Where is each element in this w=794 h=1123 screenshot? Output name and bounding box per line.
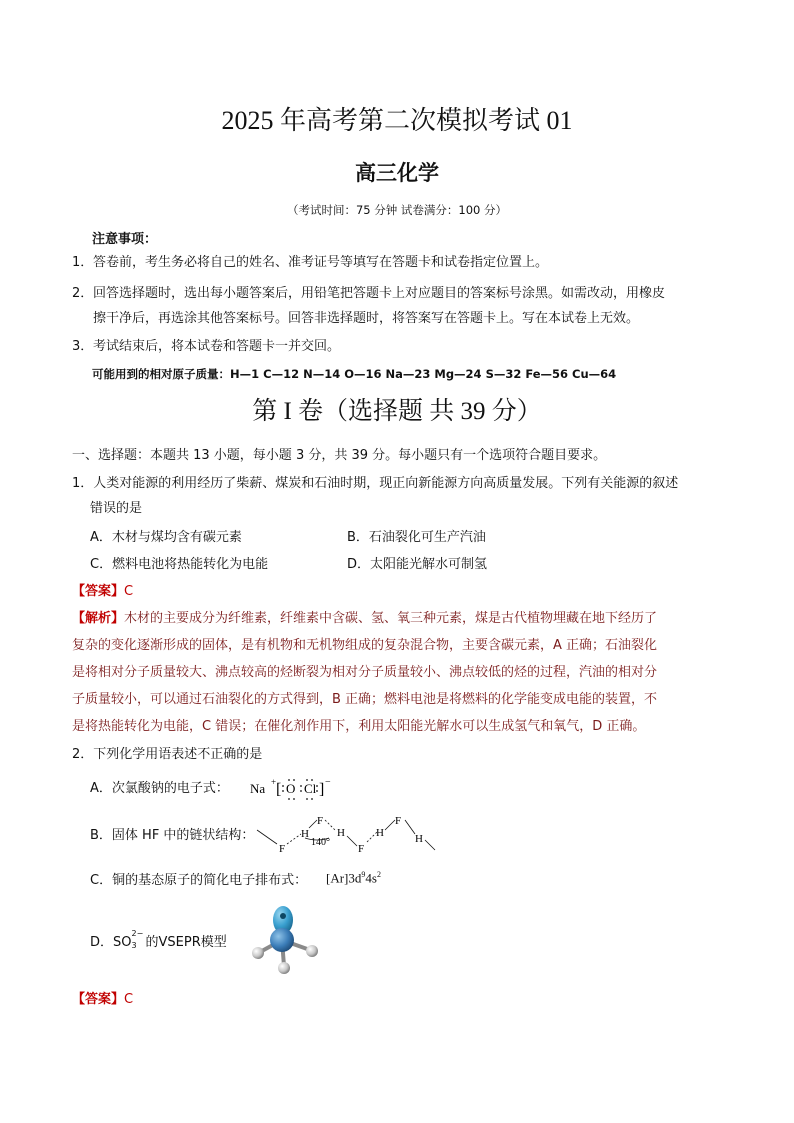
q1-explanation-line-3: 是将相对分子质量较大、沸点较高的烃断裂为相对分子质量较小、沸点较低的烃的过程，汽油的相对分: [72, 665, 658, 680]
formula-a-bracket-open: [: [276, 781, 282, 798]
sulfite-subscript: 3: [131, 941, 137, 950]
q2-option-c: C．铜的基态原子的简化电子排布式：: [90, 873, 308, 888]
hf-f-3: F: [358, 843, 365, 855]
formula-a-cl: Cl: [304, 781, 317, 796]
copper-electron-configuration: [326, 870, 381, 886]
formula-a-plus: +: [271, 777, 277, 787]
q2-answer: [72, 992, 133, 1008]
q1-explanation-line-4: 子质量较小，可以通过石油裂化的方式得到，B 正确；燃料电池是将燃料的化学能变成电能的装置，不: [72, 692, 658, 707]
hf-angle-label: 140°: [311, 837, 330, 848]
sodium-hypochlorite-electron-formula: [248, 774, 338, 804]
note-2-text-cont: 擦干净后，再选涂其他答案标号。回答非选择题时，将答案写在答题卡上。写在本试卷上无效。: [93, 311, 640, 326]
q1-explanation-line-5: 是将热能转化为电能，C 错误；在催化剂作用下，利用太阳能光解水可以生成氢气和氧气，D 正确。: [72, 719, 646, 734]
config-s: 4s: [365, 870, 377, 886]
sulfite-charge: [131, 929, 146, 950]
q1-stem-cont: 错误的是: [90, 501, 143, 516]
sulfite-vsepr-model-image: [240, 900, 330, 980]
hf-h-1: H: [301, 828, 309, 840]
q2-option-a: A．次氯酸钠的电子式：: [90, 781, 229, 796]
note-3-text: 考试结束后，将本试卷和答题卡一并交回。: [93, 339, 341, 354]
hf-chain-structure: [255, 812, 445, 856]
sulfite-charge-sup: 2−: [131, 929, 144, 938]
config-d-exp: 9: [361, 870, 366, 879]
q1-stem: 1．人类对能源的利用经历了柴薪、煤炭和石油时期，现正向新能源方向高质量发展。下列有关能源的叙述: [72, 476, 679, 491]
notes-heading: 注意事项：: [92, 232, 158, 247]
formula-a-minus: −: [325, 777, 331, 788]
hf-f-1: F: [279, 843, 286, 855]
hf-h-3: H: [376, 827, 384, 839]
q2-option-d-prefix: D．SO: [90, 935, 132, 950]
formula-a-o: O: [286, 781, 296, 796]
q2-option-d-suffix: 的VSEPR模型: [145, 935, 227, 950]
q1-explanation-line-2: 复杂的变化逐渐形成的固体，是有机物和无机物组成的复杂混合物，主要含碳元素，A 正确；石油裂化: [72, 638, 658, 653]
formula-a-bracket-close: ]: [319, 781, 325, 798]
section-title: 第 I 卷（选择题 共 39 分）: [252, 398, 542, 425]
formula-a-na: Na: [250, 781, 266, 796]
hf-f-4: F: [395, 815, 402, 827]
q2-option-d: [90, 929, 227, 951]
q2-stem: 2．下列化学用语表述不正确的是: [72, 747, 263, 762]
q1-explanation-label: 【解析】: [72, 611, 125, 626]
note-1-text: 答卷前，考生务必将自己的姓名、准考证号等填写在答题卡和试卷指定位置上。: [93, 255, 549, 270]
q2-answer-label: 【答案】: [72, 992, 125, 1007]
subject-title: 高三化学: [355, 161, 439, 185]
q2-option-b: B．固体 HF 中的链状结构：: [90, 828, 255, 843]
q1-option-b: B．石油裂化可生产汽油: [347, 530, 486, 545]
vsepr-lobe-dot: [280, 913, 286, 919]
note-2-text: 回答选择题时，选出每小题答案后，用铅笔把答题卡上对应题目的答案标号涂黑。如需改动，用橡皮: [93, 286, 666, 301]
exam-title: 2025 年高考第二次模拟考试 01: [221, 106, 573, 135]
section-instruction: 一、选择题：本题共 13 小题，每小题 3 分，共 39 分。每小题只有一个选项符合题目要求。: [72, 448, 607, 463]
q1-answer-value: C: [124, 584, 134, 599]
note-1-num: 1．: [72, 255, 94, 270]
config-core: [Ar]: [326, 870, 349, 886]
q1-option-a: A．木材与煤均含有碳元素: [90, 530, 242, 545]
config-s-exp: 2: [376, 870, 381, 879]
q1-option-c: C．燃料电池将热能转化为电能: [90, 557, 269, 572]
q1-answer: [72, 584, 133, 600]
vsepr-ligand-2: [278, 962, 290, 974]
q2-answer-value: C: [124, 992, 134, 1007]
vsepr-ligand-3: [306, 945, 318, 957]
q1-explanation-line-1: 木材的主要成分为纤维素，纤维素中含碳、氢、氧三种元素，煤是古代植物埋藏在地下经历了: [124, 611, 658, 626]
hf-f-2: F: [317, 815, 324, 827]
vsepr-ligand-1: [252, 947, 264, 959]
hf-h-4: H: [415, 833, 423, 845]
q1-answer-label: 【答案】: [72, 584, 125, 599]
note-3-num: 3．: [72, 339, 94, 354]
q1-option-d: D．太阳能光解水可制氢: [347, 557, 488, 572]
config-d: 3d: [348, 870, 362, 886]
note-2-num: 2．: [72, 286, 94, 301]
q1-explanation: [72, 611, 657, 627]
hf-h-2: H: [337, 827, 345, 839]
vsepr-central-atom: [270, 928, 294, 952]
atomic-masses: 可能用到的相对原子质量：H—1 C—12 N—14 O—16 Na—23 Mg—24 S—32 Fe—56 Cu—64: [92, 367, 617, 381]
exam-info: （考试时间：75 分钟 试卷满分：100 分）: [286, 203, 508, 217]
